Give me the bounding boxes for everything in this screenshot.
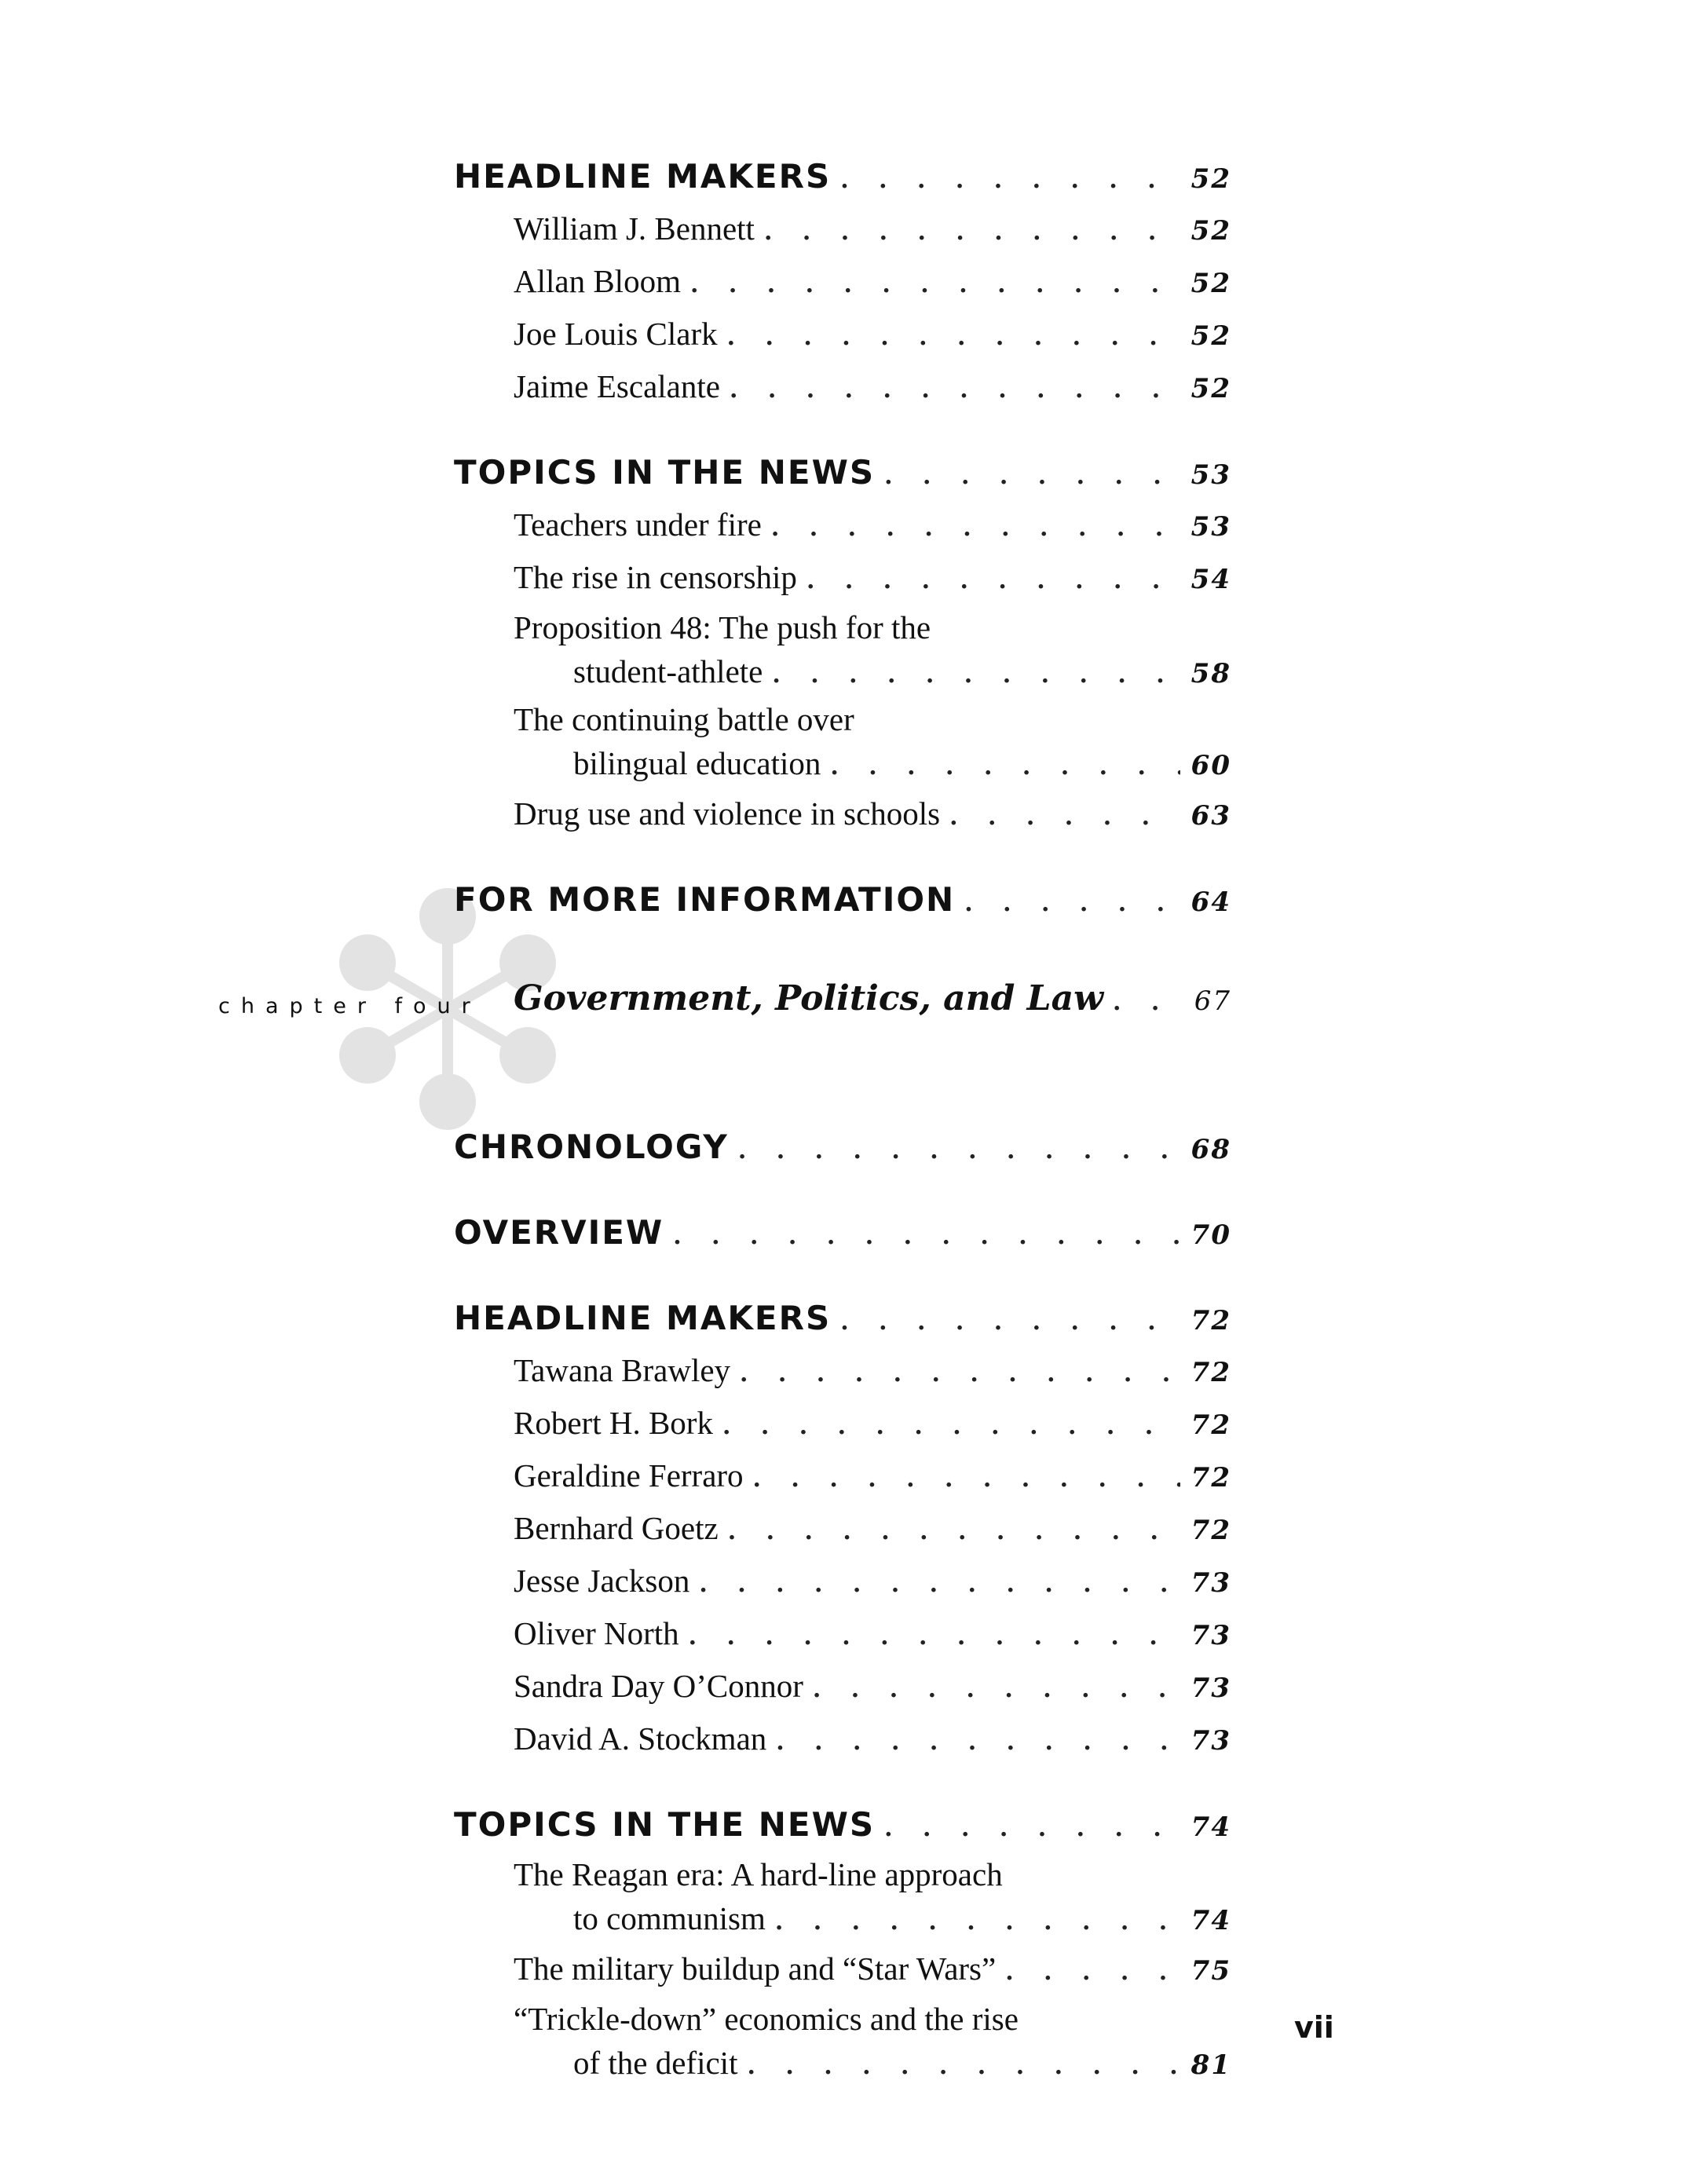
chapter-title: Government, Politics, and Law: [514, 978, 1103, 1018]
entry-title: Teachers under fire: [514, 506, 762, 543]
table-of-contents: [454, 153, 1231, 2089]
entry-title-line2: to communism: [573, 1900, 766, 1936]
chapter-heading[interactable]: [0, 972, 1231, 1043]
toc-entry[interactable]: [454, 1852, 1231, 1944]
dot-leader: [753, 1454, 1180, 1504]
dot-leader: [727, 313, 1180, 362]
page-number: 64: [1190, 887, 1231, 918]
page-number: 52: [1190, 215, 1231, 247]
section-overview[interactable]: [454, 1209, 1231, 1260]
dot-leader: [690, 260, 1180, 309]
dot-leader: [747, 2045, 1180, 2089]
dot-leader: [771, 503, 1180, 553]
toc-entry[interactable]: [454, 1451, 1231, 1504]
toc-entry[interactable]: [454, 1609, 1231, 1662]
toc-entry[interactable]: [454, 789, 1231, 842]
dot-leader: [830, 745, 1180, 789]
page-number: 73: [1190, 1673, 1231, 1704]
section-label: OVERVIEW: [454, 1213, 664, 1252]
entry-title: The military buildup and “Star Wars”: [514, 1950, 997, 1987]
dot-leader: [728, 1507, 1180, 1556]
entry-title: Geraldine Ferraro: [514, 1457, 744, 1493]
entry-title: David A. Stockman: [514, 1720, 767, 1757]
page-number: 72: [1190, 1305, 1231, 1336]
toc-entry[interactable]: [454, 1346, 1231, 1398]
section-headline-makers[interactable]: [454, 153, 1231, 204]
toc-entry[interactable]: [454, 1504, 1231, 1556]
toc-entry[interactable]: [454, 362, 1231, 415]
section-label: HEADLINE MAKERS: [454, 1299, 832, 1337]
dot-leader: [806, 556, 1180, 605]
entry-title: Tawana Brawley: [514, 1352, 731, 1388]
page-number: 74: [1190, 1905, 1231, 1936]
section-for-more-information[interactable]: [454, 876, 1231, 927]
page-number: 52: [1190, 320, 1231, 352]
dot-leader: [964, 880, 1180, 927]
page-number: 74: [1190, 1812, 1231, 1843]
page-number: 60: [1190, 750, 1231, 781]
dot-leader: [813, 1665, 1180, 1714]
toc-entry[interactable]: [454, 1997, 1231, 2089]
section-label: FOR MORE INFORMATION: [454, 880, 956, 919]
dot-leader: [722, 1402, 1180, 1451]
dot-leader: [776, 1717, 1180, 1767]
page-number: 73: [1190, 1725, 1231, 1757]
page-number: 54: [1190, 564, 1231, 595]
section-headline-makers[interactable]: [454, 1295, 1231, 1346]
page-number: 70: [1190, 1219, 1231, 1251]
page-number: 81: [1190, 2049, 1231, 2081]
dot-leader: [884, 453, 1180, 500]
entry-title: Drug use and violence in schools: [514, 795, 941, 832]
toc-entry[interactable]: [454, 553, 1231, 605]
page-number: 67: [1194, 985, 1231, 1017]
dot-leader: [740, 1349, 1180, 1398]
dot-leader: [772, 653, 1180, 697]
section-label: HEADLINE MAKERS: [454, 157, 832, 196]
toc-entry[interactable]: [454, 1556, 1231, 1609]
entry-title: Jesse Jackson: [514, 1563, 690, 1599]
dot-leader: [738, 1128, 1180, 1175]
toc-entry[interactable]: [454, 1662, 1231, 1714]
toc-entry[interactable]: [454, 309, 1231, 362]
dot-leader: [764, 207, 1180, 257]
dot-leader: [1113, 989, 1181, 1016]
entry-title: Jaime Escalante: [514, 368, 720, 404]
dot-leader: [775, 1900, 1180, 1944]
section-topics-in-the-news[interactable]: [454, 1801, 1231, 1852]
toc-entry[interactable]: [454, 1714, 1231, 1767]
page-number: 63: [1190, 800, 1231, 832]
entry-title: Oliver North: [514, 1615, 679, 1651]
entry-title: Robert H. Bork: [514, 1405, 713, 1441]
dot-leader: [840, 1299, 1180, 1346]
page-number: 72: [1190, 1515, 1231, 1546]
entry-title: Bernhard Goetz: [514, 1510, 719, 1546]
entry-title-line1: “Trickle-down” economics and the rise: [514, 2001, 1019, 2037]
section-chronology[interactable]: [454, 1124, 1231, 1175]
dot-leader: [689, 1612, 1180, 1662]
section-label: TOPICS IN THE NEWS: [454, 1805, 876, 1844]
entry-title: Joe Louis Clark: [514, 316, 718, 352]
toc-entry[interactable]: [454, 1944, 1231, 1997]
entry-title-line1: The continuing battle over: [514, 701, 854, 737]
section-label: CHRONOLOGY: [454, 1128, 729, 1166]
dot-leader: [884, 1805, 1180, 1852]
dot-leader: [840, 157, 1180, 204]
page-number: 72: [1190, 1409, 1231, 1441]
dot-leader: [949, 792, 1180, 842]
toc-entry[interactable]: [454, 1398, 1231, 1451]
page-number: 53: [1190, 511, 1231, 543]
dot-leader: [730, 365, 1180, 415]
dot-leader: [1005, 1947, 1180, 1997]
section-label: TOPICS IN THE NEWS: [454, 453, 876, 492]
page-number: 73: [1190, 1567, 1231, 1599]
page-number: 52: [1190, 163, 1231, 195]
entry-title-line2: of the deficit: [573, 2045, 738, 2081]
page-number: 68: [1190, 1134, 1231, 1165]
dot-leader: [699, 1559, 1180, 1609]
toc-entry[interactable]: [454, 257, 1231, 309]
section-topics-in-the-news[interactable]: [454, 449, 1231, 500]
entry-title-line2: bilingual education: [573, 745, 821, 781]
entry-title: The rise in censorship: [514, 559, 797, 595]
entry-title: William J. Bennett: [514, 210, 755, 247]
page-number: 72: [1190, 1462, 1231, 1493]
toc-entry[interactable]: [454, 605, 1231, 697]
page-number: 72: [1190, 1357, 1231, 1388]
entry-title: Sandra Day O’Connor: [514, 1668, 803, 1704]
page-number: 52: [1190, 268, 1231, 299]
dot-leader: [673, 1213, 1180, 1260]
page-folio: vii: [1294, 2010, 1334, 2045]
toc-entry[interactable]: [454, 204, 1231, 257]
page-number: 73: [1190, 1620, 1231, 1651]
page-number: 75: [1190, 1955, 1231, 1987]
entry-title-line1: Proposition 48: The push for the: [514, 609, 931, 645]
entry-title-line1: The Reagan era: A hard-line approach: [514, 1856, 1003, 1892]
entry-title: Allan Bloom: [514, 263, 681, 299]
page-number: 52: [1190, 373, 1231, 404]
toc-entry[interactable]: [454, 500, 1231, 553]
chapter-label: chapter four: [218, 994, 481, 1018]
entry-title-line2: student-athlete: [573, 653, 763, 689]
page-number: 53: [1190, 459, 1231, 491]
page-number: 58: [1190, 658, 1231, 689]
toc-entry[interactable]: [454, 697, 1231, 789]
